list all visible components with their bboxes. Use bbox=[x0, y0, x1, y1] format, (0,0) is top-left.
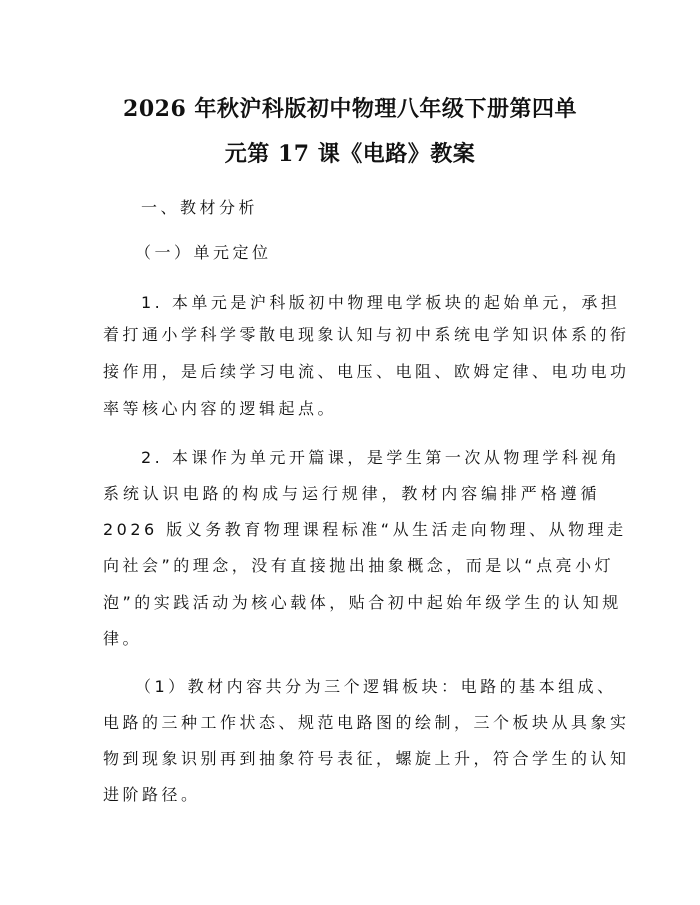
paragraph-1-line-2: 着打通小学科学零散电现象认知与初中系统电学知识体系的衔 bbox=[103, 325, 630, 344]
paragraph-3-line-4: 进阶路径。 bbox=[103, 785, 201, 804]
paragraph-2-line-1: 2. 本课作为单元开篇课，是学生第一次从物理学科视角 bbox=[141, 448, 621, 467]
paragraph-1-line-1: 1. 本单元是沪科版初中物理电学板块的起始单元，承担 bbox=[141, 293, 621, 312]
paragraph-2-line-6: 律。 bbox=[103, 629, 143, 648]
paragraph-3-line-1: （1）教材内容共分为三个逻辑板块：电路的基本组成、 bbox=[135, 677, 617, 696]
paragraph-2-line-5: 泡”的实践活动为核心载体，贴合初中起始年级学生的认知规 bbox=[103, 593, 622, 612]
paragraph-1-line-4: 率等核心内容的逻辑起点。 bbox=[103, 399, 338, 418]
paragraph-2-line-4: 向社会”的理念，没有直接抛出抽象概念，而是以“点亮小灯 bbox=[103, 556, 615, 575]
document-title-line-1: 2026 年秋沪科版初中物理八年级下册第四单 bbox=[123, 96, 577, 122]
paragraph-2-line-3: 2026 版义务教育物理课程标准“从生活走向物理、从物理走 bbox=[103, 520, 627, 539]
section-heading: 一、教材分析 bbox=[141, 198, 259, 217]
subsection-heading: （一）单元定位 bbox=[135, 243, 272, 262]
paragraph-2-line-2: 系统认识电路的构成与运行规律，教材内容编排严格遵循 bbox=[103, 484, 600, 503]
paragraph-3-line-3: 物到现象识别再到抽象符号表征，螺旋上升，符合学生的认知 bbox=[103, 749, 630, 768]
document-title-line-2: 元第 17 课《电路》教案 bbox=[224, 141, 476, 167]
paragraph-3-line-2: 电路的三种工作状态、规范电路图的绘制，三个板块从具象实 bbox=[103, 713, 630, 732]
paragraph-1-line-3: 接作用，是后续学习电流、电压、电阻、欧姆定律、电功电功 bbox=[103, 362, 630, 381]
